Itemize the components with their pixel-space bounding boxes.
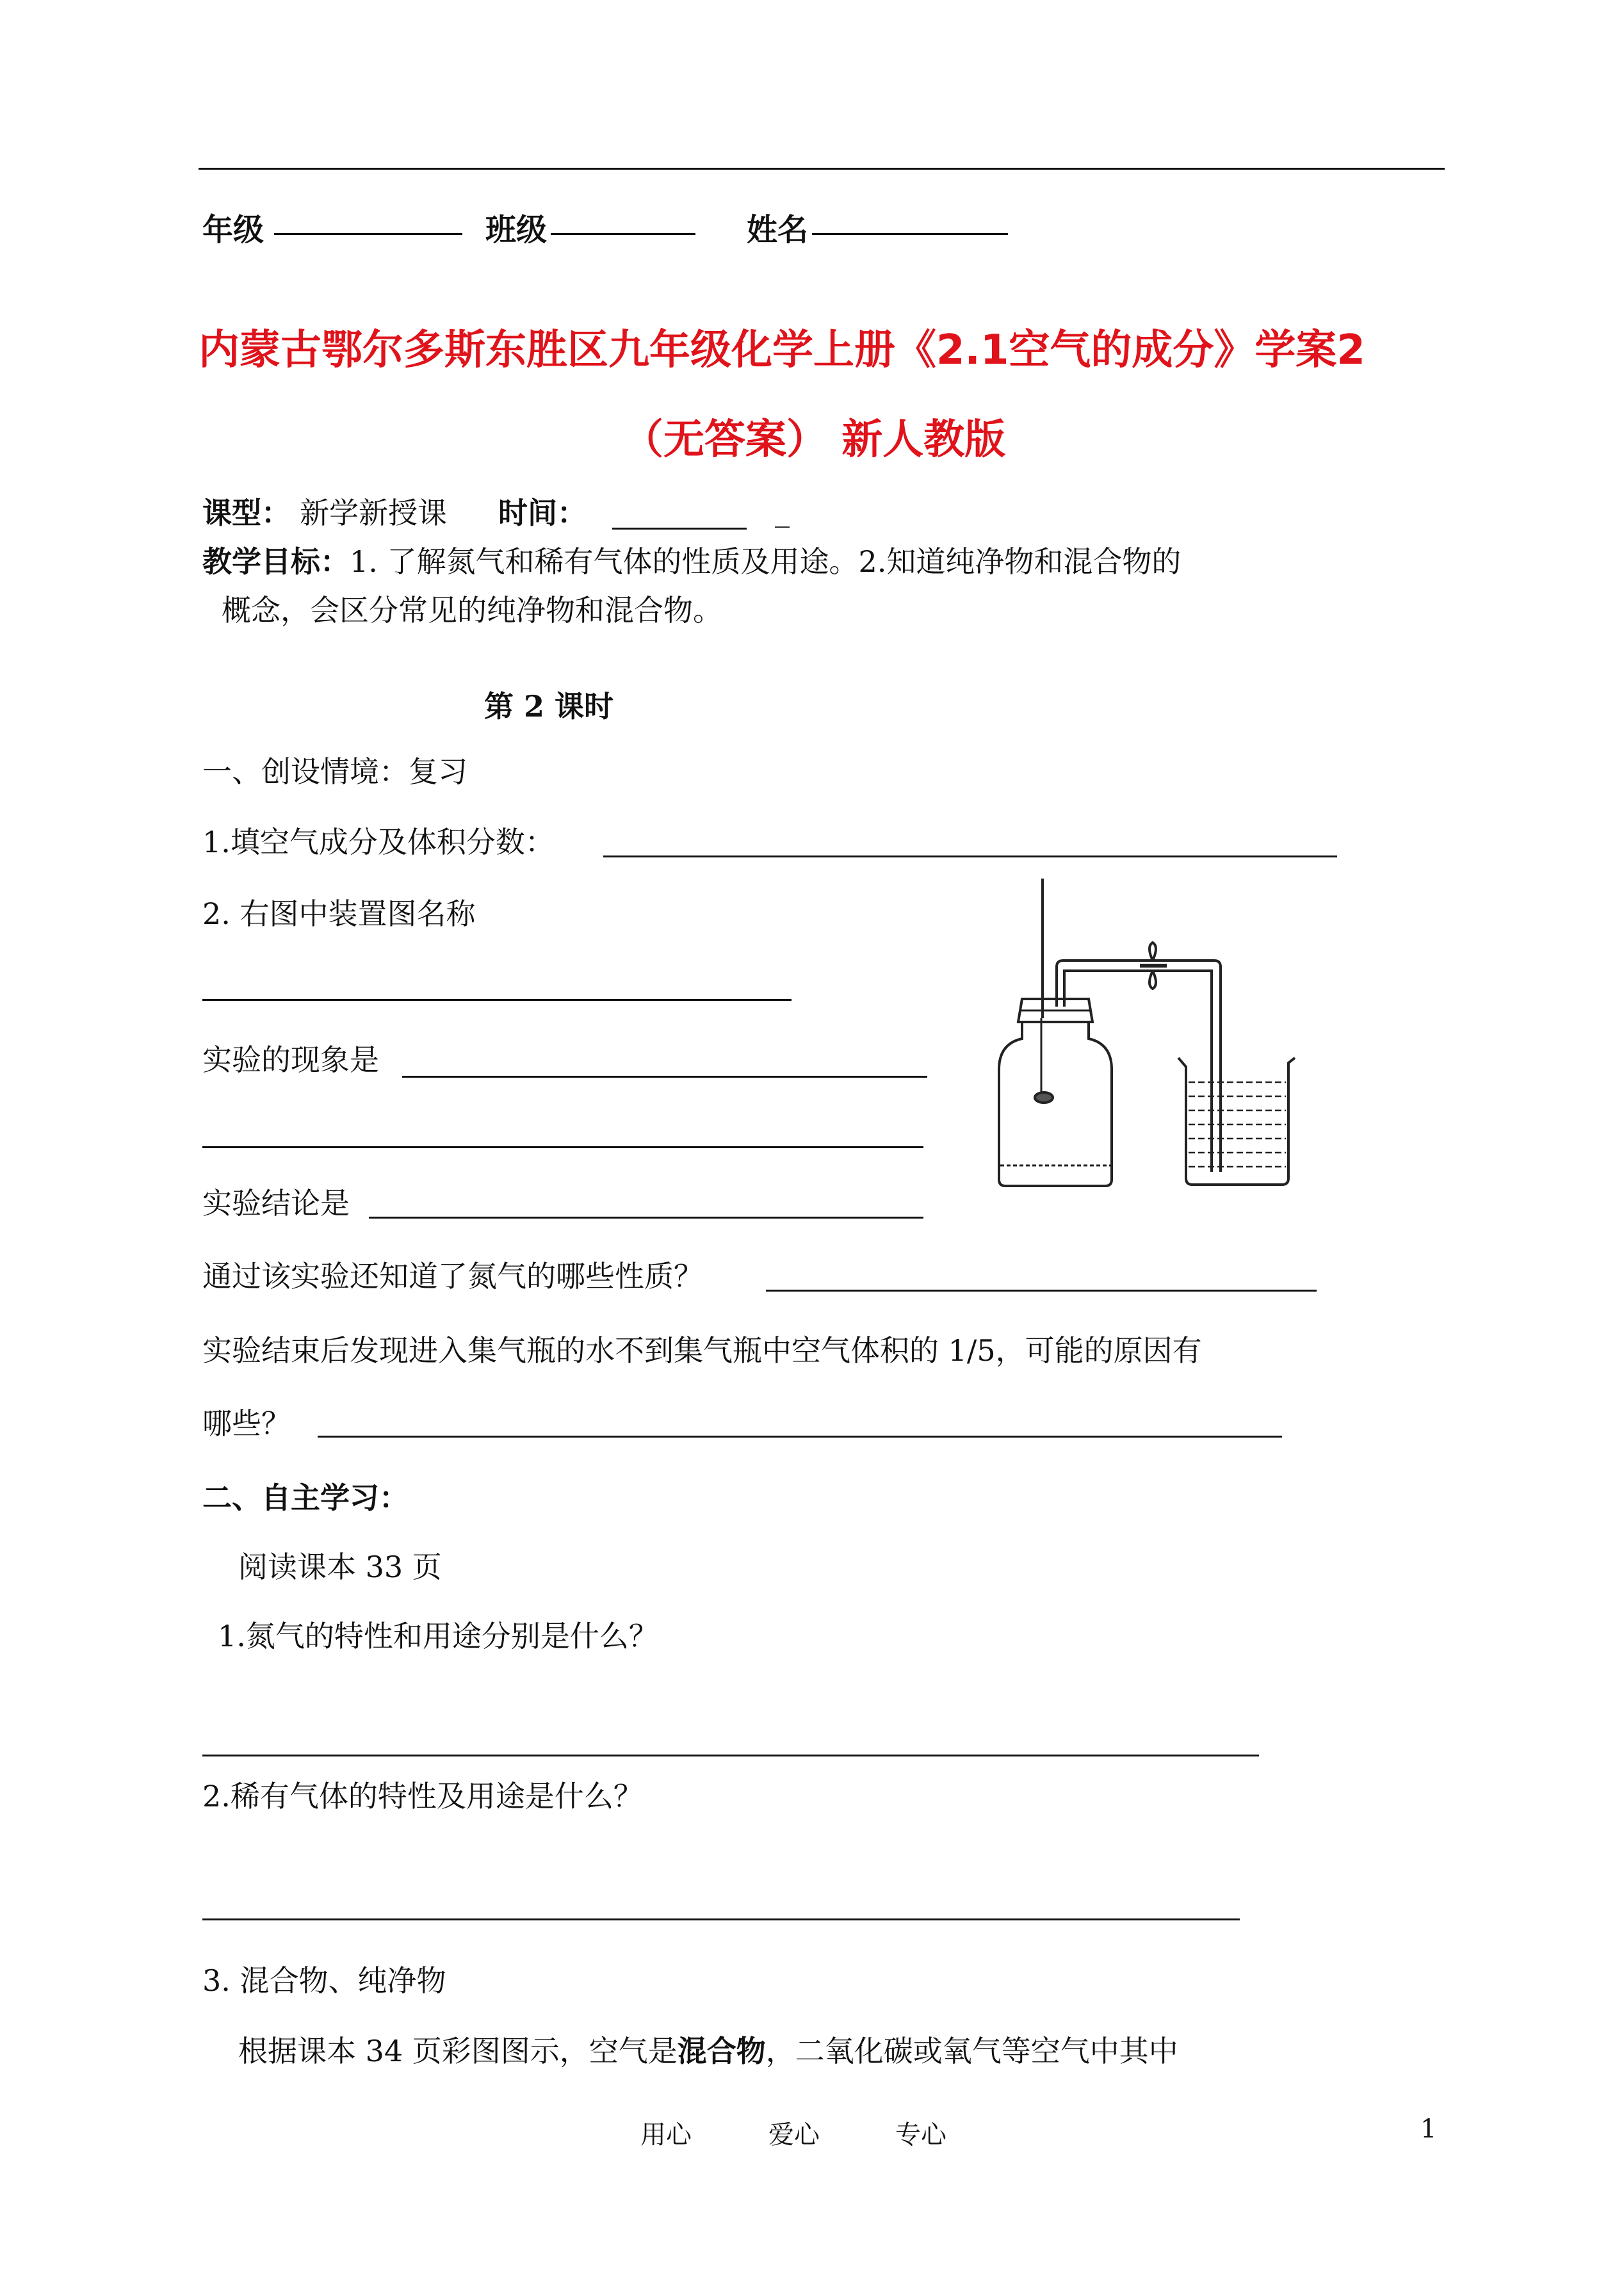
spring-clamp (1149, 943, 1156, 961)
name-label: 姓名 (747, 212, 809, 248)
phenomenon-blank-2[interactable] (202, 1146, 923, 1148)
nitrogen-properties-question: 通过该实验还知道了氮气的哪些性质？ (202, 1259, 703, 1293)
conclusion-blank[interactable] (369, 1217, 923, 1219)
footer-slogan-1: 用心 (640, 2120, 692, 2150)
error-reason-blank[interactable] (318, 1436, 1282, 1438)
apparatus-name-blank[interactable] (202, 999, 792, 1001)
lesson-type-value: 新学新授课 (300, 496, 447, 530)
mixture-pure-substance-heading: 3. 混合物、纯净物 (202, 1963, 446, 1998)
last-paragraph-post: ，二氧化碳或氧气等空气中其中 (765, 2034, 1178, 2068)
grade-blank[interactable] (274, 233, 462, 235)
air-composition-blank[interactable] (603, 856, 1337, 857)
phenomenon-label: 实验的现象是 (202, 1042, 379, 1077)
nitrogen-question: 1.氮气的特性和用途分别是什么？ (218, 1619, 658, 1653)
nitrogen-properties-blank[interactable] (766, 1290, 1317, 1292)
class-label: 班级 (485, 212, 548, 248)
footer-slogan-2: 爱心 (768, 2120, 820, 2150)
top-rule (199, 168, 1445, 170)
document-title-line1: 内蒙古鄂尔多斯东胜区九年级化学上册《2.1空气的成分》学案2 (199, 327, 1365, 374)
combustion-spoon (1035, 1092, 1053, 1103)
footer-slogan-3: 专心 (895, 2120, 946, 2150)
beaker (1178, 1058, 1295, 1185)
teaching-goal-text-2: 概念，会区分常见的纯净物和混合物。 (222, 593, 722, 628)
rare-gas-answer-blank[interactable] (202, 1918, 1240, 1920)
lesson-number: 第 2 课时 (484, 689, 614, 724)
page-number: 1 (1420, 2114, 1437, 2144)
time-label: 时间： (498, 496, 587, 530)
teaching-goal-text-1: 1. 了解氮气和稀有气体的性质及用途。2.知道纯净物和混合物的 (350, 544, 1181, 579)
name-blank[interactable] (812, 233, 1008, 235)
last-paragraph (238, 2036, 1178, 2066)
grade-label: 年级 (202, 212, 264, 248)
reading-instruction: 阅读课本 33 页 (238, 1550, 442, 1584)
class-blank[interactable] (551, 233, 695, 235)
last-paragraph-bold: 混合物 (677, 2034, 766, 2068)
teaching-goal-label: 教学目标： (202, 544, 350, 579)
nitrogen-answer-blank[interactable] (202, 1755, 1259, 1756)
question-air-composition: 1.填空气成分及体积分数： (202, 825, 555, 859)
rare-gas-question: 2.稀有气体的特性及用途是什么？ (202, 1779, 643, 1813)
error-reason-question-line2: 哪些？ (202, 1406, 291, 1441)
question-apparatus-name: 2. 右图中装置图名称 (202, 896, 476, 931)
section1-heading: 一、创设情境：复习 (202, 754, 467, 789)
error-reason-question-line1: 实验结束后发现进入集气瓶的水不到集气瓶中空气体积的 1/5，可能的原因有 (202, 1333, 1202, 1368)
lesson-type-label: 课型： (202, 496, 291, 530)
last-paragraph-pre: 根据课本 34 页彩图图示，空气是 (238, 2034, 678, 2068)
gas-collecting-bottle (999, 1022, 1112, 1186)
phenomenon-blank-1[interactable] (402, 1076, 927, 1078)
oxygen-content-apparatus-illustration (961, 871, 1319, 1204)
time-suffix: _ (775, 493, 790, 528)
time-blank[interactable] (612, 528, 747, 530)
section2-heading: 二、自主学习： (202, 1480, 409, 1515)
connecting-tube (1057, 961, 1221, 1172)
conclusion-label: 实验结论是 (202, 1186, 350, 1220)
document-title-line2: （无答案） 新人教版 (622, 416, 1006, 464)
